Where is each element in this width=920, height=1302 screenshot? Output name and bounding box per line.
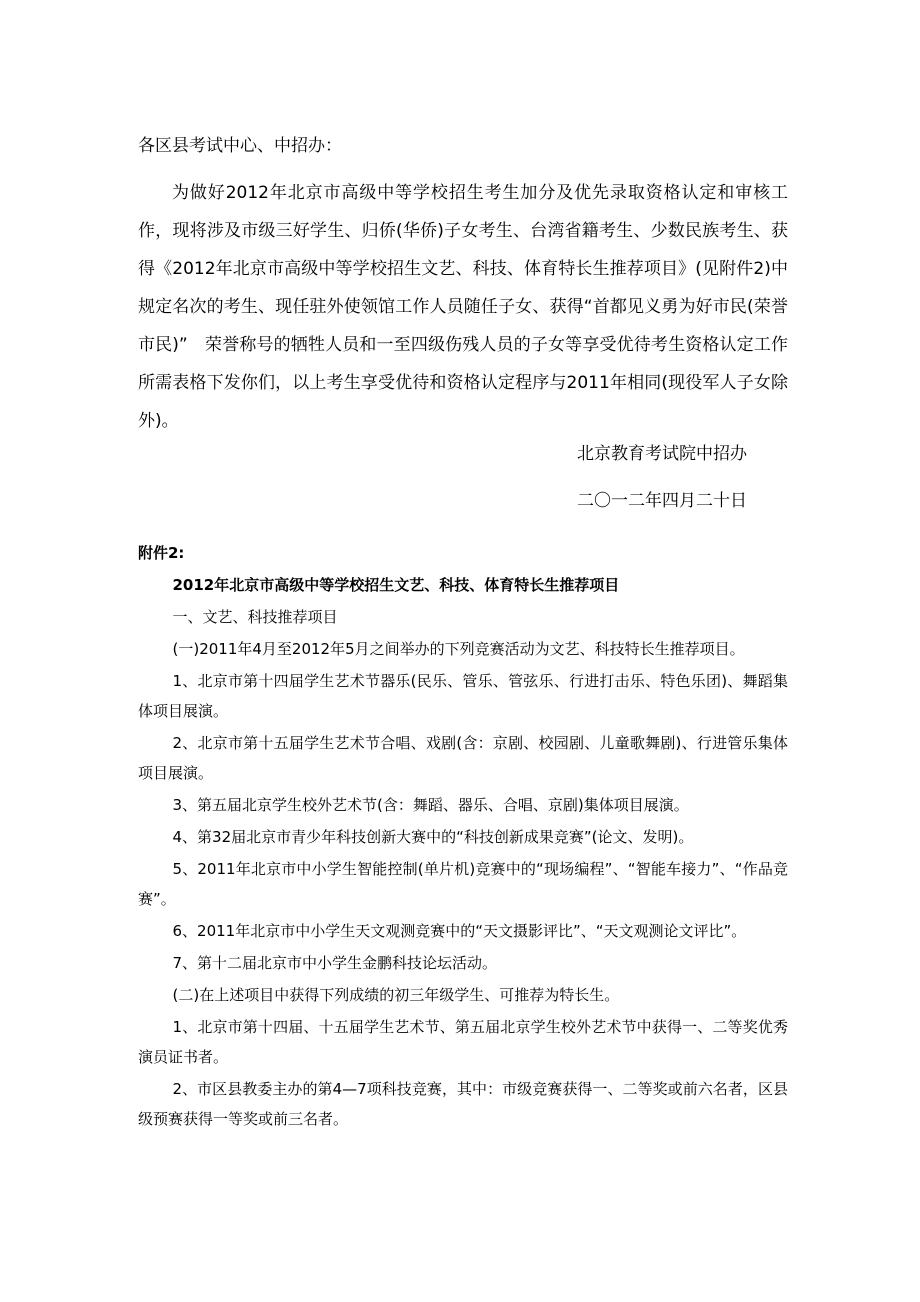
section-heading: 一、文艺、科技推荐项目	[172, 608, 338, 626]
salutation: 各区县考试中心、中招办：	[138, 136, 342, 156]
list-item: 7、第十二届北京市中小学生金鹏科技论坛活动。	[172, 954, 498, 972]
subsection-2: (二)在上述项目中获得下列成绩的初三年级学生、可推荐为特长生。	[172, 986, 620, 1004]
list-item: 1、北京市第十四届学生艺术节器乐(民乐、管乐、管弦乐、行进打击乐、特色乐团)、舞蹈集体项目展演。	[138, 672, 788, 720]
list-item: 4、第32届北京市青少年科技创新大赛中的“科技创新成果竞赛”(论文、发明)。	[172, 828, 694, 846]
list-item: 5、2011年北京市中小学生智能控制(单片机)竞赛中的“现场编程”、“智能车接力”、“作品竞赛”。	[138, 860, 788, 908]
subsection-1: (一)2011年4月至2012年5月之间举办的下列竞赛活动为文艺、科技特长生推荐项目。	[172, 640, 745, 658]
attachment-label: 附件2:	[138, 544, 185, 562]
attachment-title: 2012年北京市高级中等学校招生文艺、科技、体育特长生推荐项目	[172, 576, 620, 594]
list-item: 1、北京市第十四届、十五届学生艺术节、第五届北京学生校外艺术节中获得一、二等奖优秀演员证书者。	[138, 1018, 788, 1066]
signature-org: 北京教育考试院中招办	[577, 444, 747, 464]
signature-date: 二〇一二年四月二十日	[577, 491, 747, 511]
list-item: 3、第五届北京学生校外艺术节(含：舞蹈、器乐、合唱、京剧)集体项目展演。	[172, 796, 689, 814]
attachment	[138, 538, 788, 1136]
list-item: 2、北京市第十五届学生艺术节合唱、戏剧(含：京剧、校园剧、儿童歌舞剧)、行进管乐集体项目展演。	[138, 734, 788, 782]
list-item: 6、2011年北京市中小学生天文观测竞赛中的“天文摄影评比”、“天文观测论文评比”。	[172, 922, 747, 940]
notice-body: 为做好2012年北京市高级中等学校招生考生加分及优先录取资格认定和审核工作，现将涉及市级三好学生、归侨(华侨)子女考生、台湾省籍考生、少数民族考生、获得《2012年北京市高级中等学校招生文艺、科技、体育特长生推荐项目》(见附件2)中规定名次的考生、现任驻外使领馆工作人员随任子女、获得“首都见义勇为好市民(荣誉市民)” 荣誉称号的牺牲人员和一至四级伤残人员的子女等享受优待考生资格认定工作所需表格下发你们，以上考生享受优待和资格认定程序与2011年相同(现役军人子女除外)。	[138, 183, 788, 431]
notice	[138, 127, 788, 440]
list-item: 2、市区县教委主办的第4—7项科技竞赛，其中：市级竞赛获得一、二等奖或前六名者，区县级预赛获得一等奖或前三名者。	[138, 1080, 788, 1128]
